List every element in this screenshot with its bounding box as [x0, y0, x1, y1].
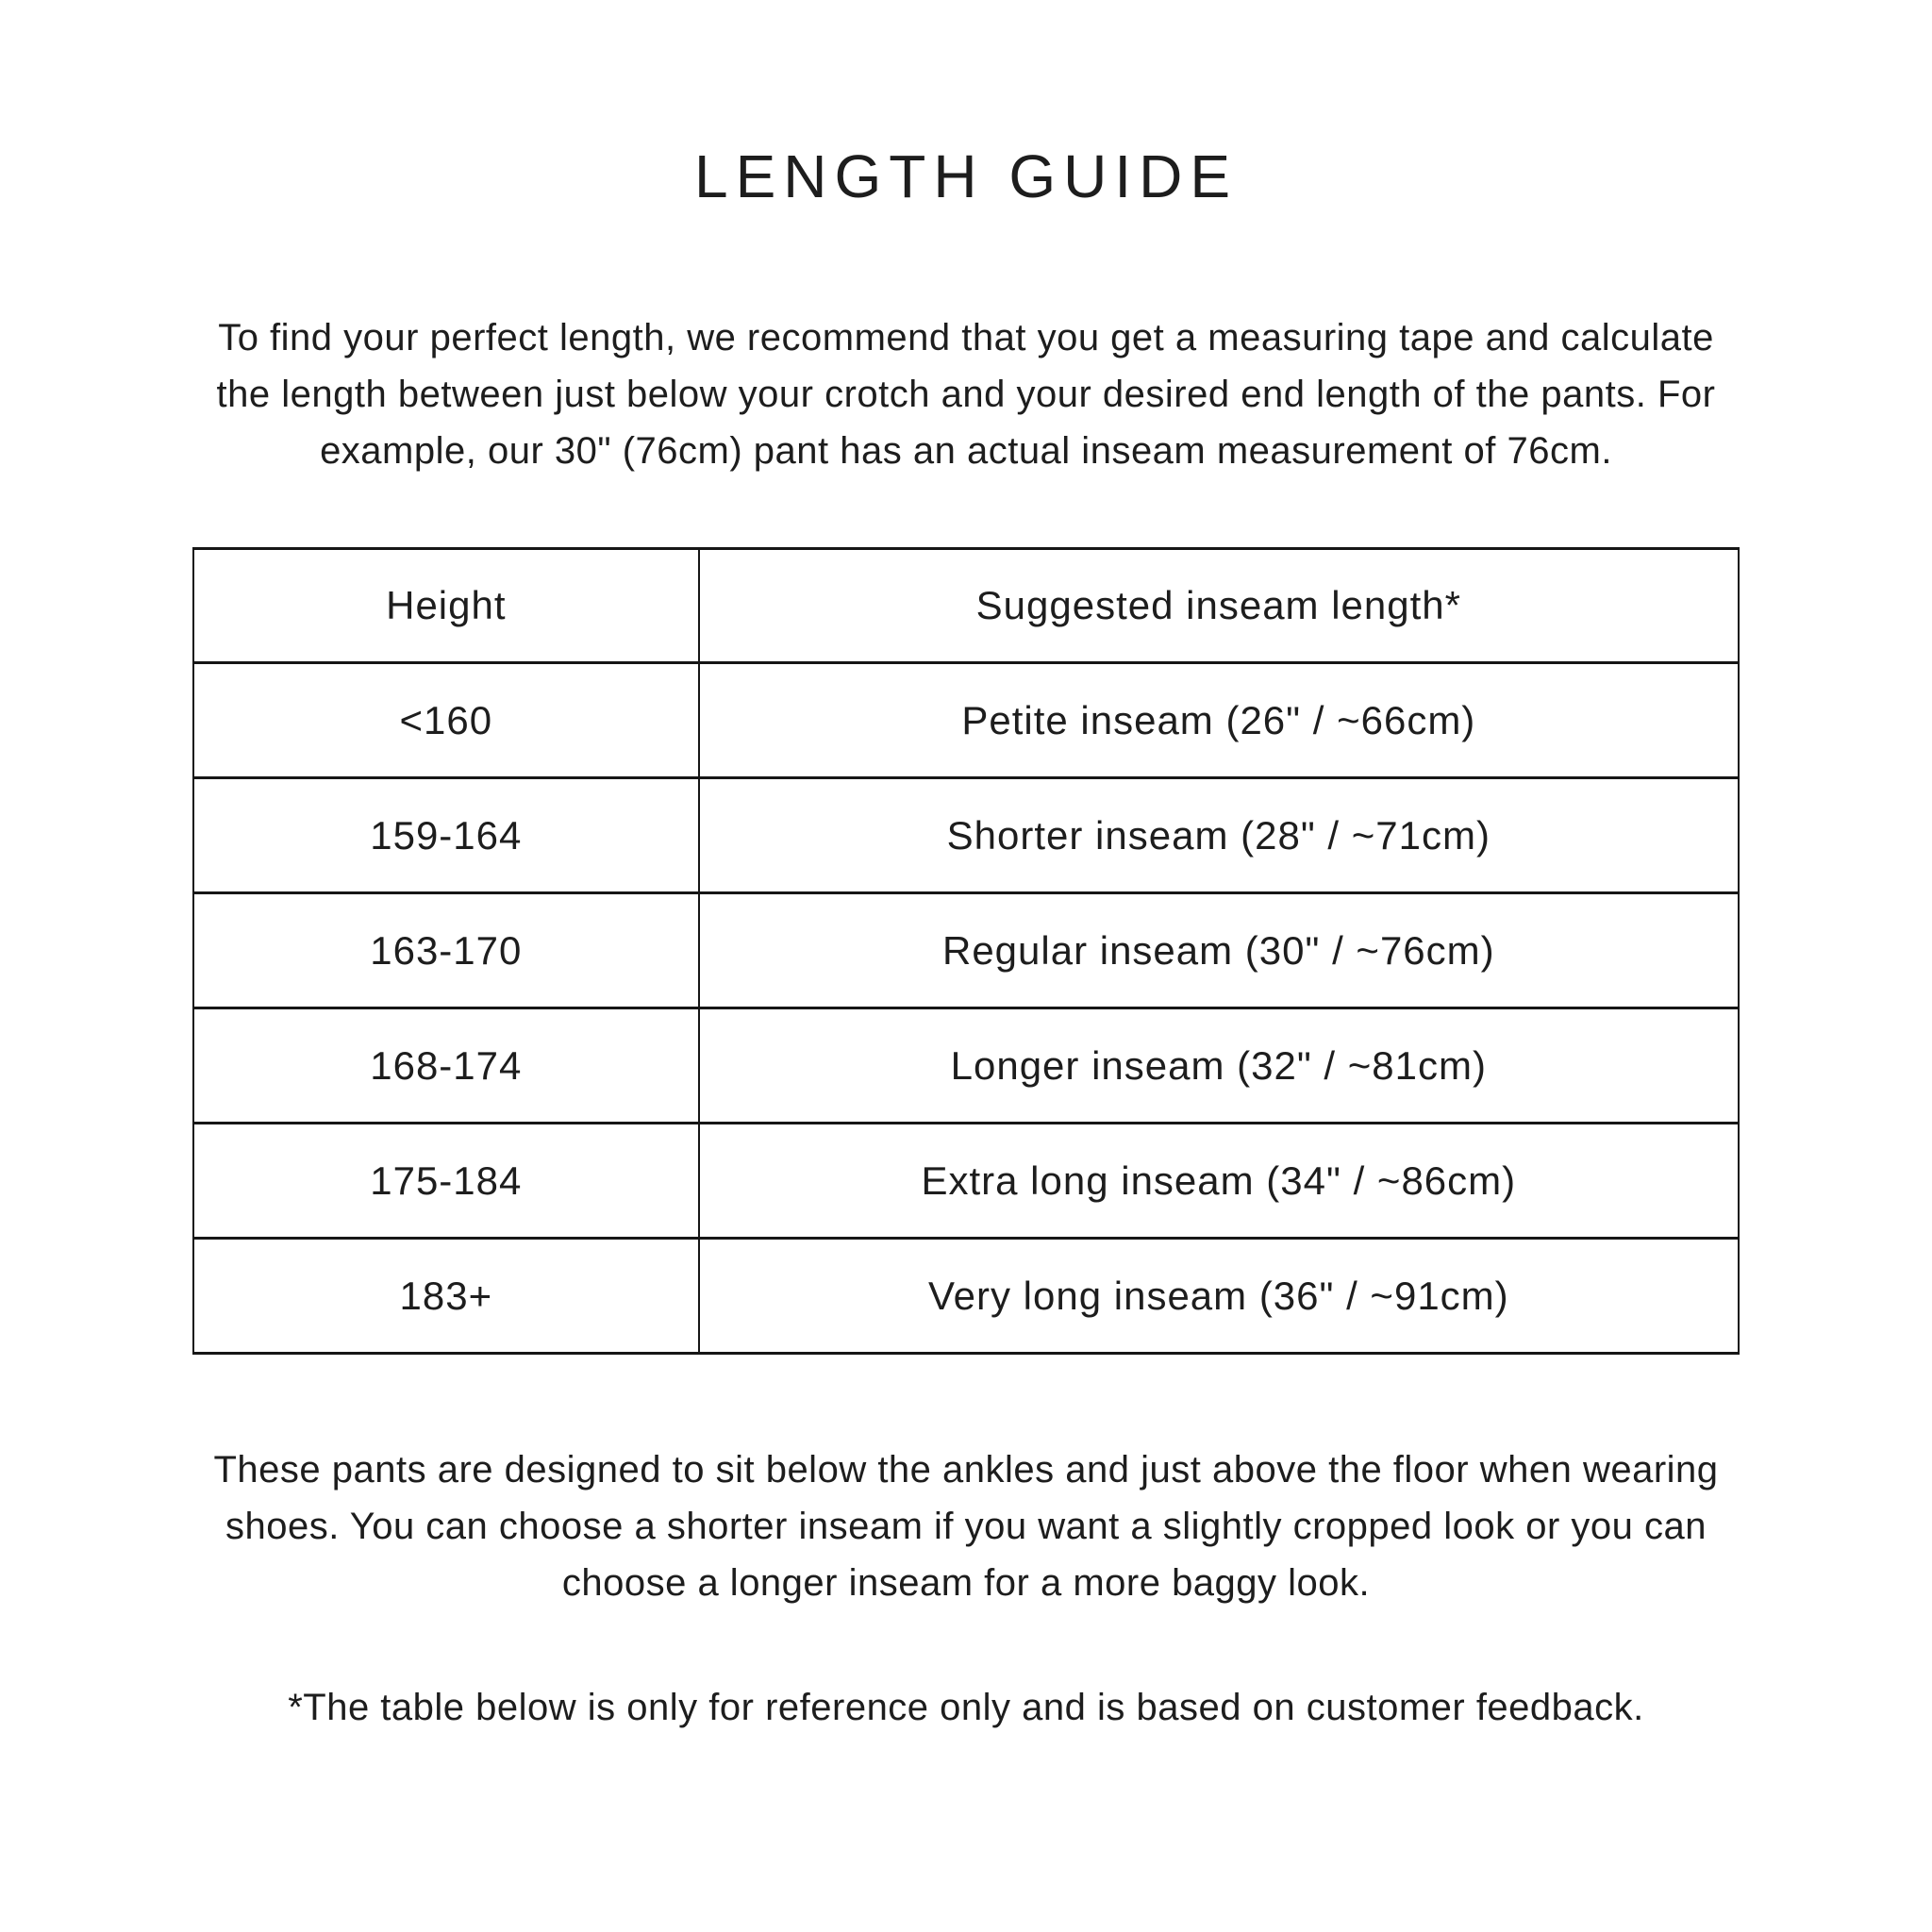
table-header-row [193, 549, 1739, 663]
column-header-height: Height [193, 549, 699, 663]
inseam-cell: Shorter inseam (28" / ~71cm) [699, 778, 1739, 893]
table-row [193, 1124, 1739, 1239]
table-row [193, 1008, 1739, 1124]
length-guide-page [192, 0, 1740, 1736]
length-guide-table [192, 547, 1740, 1355]
page-title: LENGTH GUIDE [693, 142, 1239, 210]
fit-note-paragraph: These pants are designed to sit below the ankles and just above the floor when wearing shoes. You can choose a shorter inseam if you want a slightly cropped look or you can choose a longer inseam for a more baggy look. [213, 1449, 1719, 1604]
reference-footnote: *The table below is only for reference only and is based on customer feedback. [288, 1687, 1644, 1728]
inseam-cell: Extra long inseam (34" / ~86cm) [699, 1124, 1739, 1239]
height-cell: 175-184 [193, 1124, 699, 1239]
intro-paragraph: To find your perfect length, we recommend that you get a measuring tape and calculate the length between just below your crotch and your desired end length of the pants. For example, our 30" (76cm) pant has an actual inseam measurement of 76cm. [216, 317, 1716, 472]
table-row [193, 1239, 1739, 1354]
table-row [193, 663, 1739, 778]
inseam-cell: Regular inseam (30" / ~76cm) [699, 893, 1739, 1008]
height-cell: 183+ [193, 1239, 699, 1354]
height-cell: 168-174 [193, 1008, 699, 1124]
table-row [193, 893, 1739, 1008]
height-cell: 163-170 [193, 893, 699, 1008]
height-cell: 159-164 [193, 778, 699, 893]
inseam-cell: Petite inseam (26" / ~66cm) [699, 663, 1739, 778]
column-header-inseam: Suggested inseam length* [699, 549, 1739, 663]
inseam-cell: Longer inseam (32" / ~81cm) [699, 1008, 1739, 1124]
inseam-cell: Very long inseam (36" / ~91cm) [699, 1239, 1739, 1354]
height-cell: <160 [193, 663, 699, 778]
table-row [193, 778, 1739, 893]
